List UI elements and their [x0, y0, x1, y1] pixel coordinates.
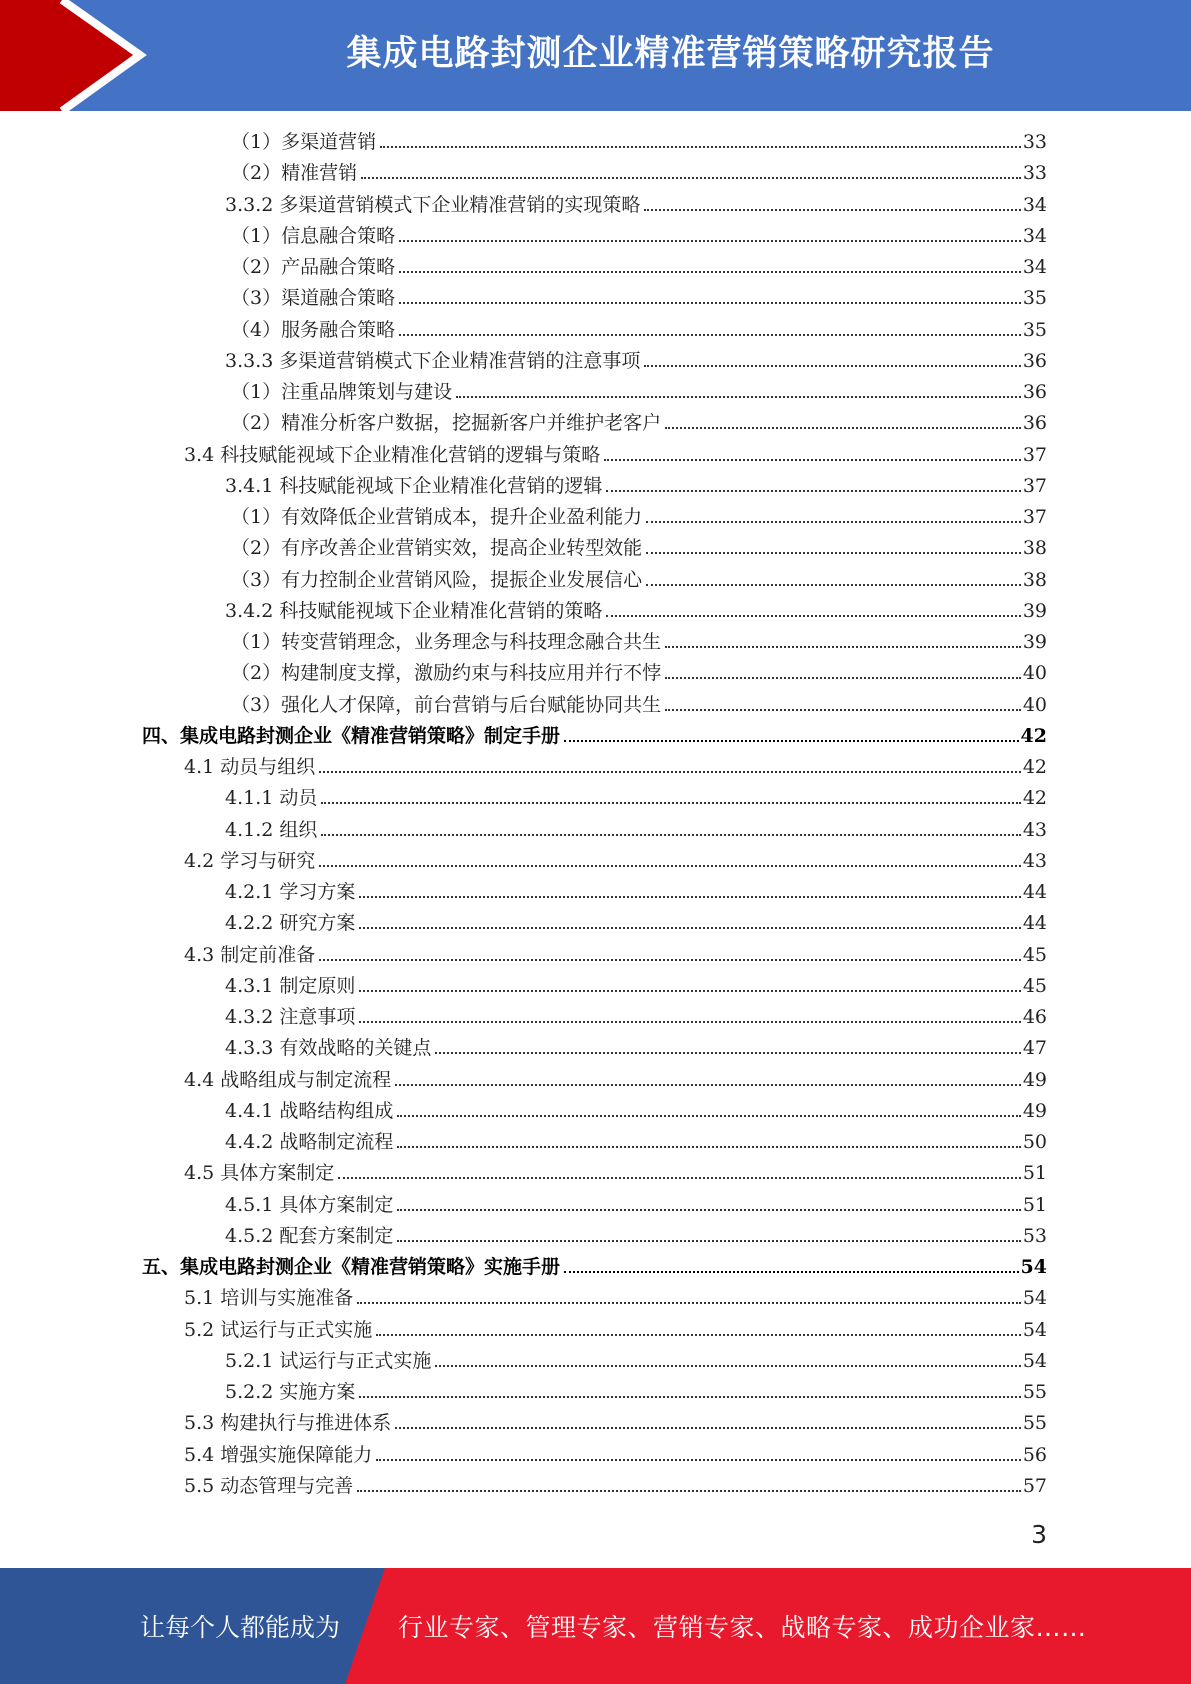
toc-entry[interactable]	[184, 1440, 1047, 1471]
toc-entry-label: 4.2 学习与研究	[184, 849, 316, 872]
toc-entry[interactable]	[225, 1096, 1047, 1127]
header-chevron-decoration	[0, 0, 160, 111]
toc-entry[interactable]	[184, 1408, 1047, 1439]
toc-entry-label: 4.3.2 注意事项	[225, 1006, 356, 1028]
toc-entry-page: 39	[1022, 599, 1047, 622]
toc-entry-label: 3.4.2 科技赋能视域下企业精准化营销的策略	[225, 599, 603, 622]
toc-entry[interactable]	[231, 252, 1047, 283]
toc-dot-leader	[665, 427, 1021, 429]
toc-entry-page: 49	[1022, 1068, 1047, 1091]
toc-entry-page: 45	[1022, 974, 1047, 997]
toc-entry[interactable]	[225, 596, 1047, 627]
toc-entry-label: （3）强化人才保障，前台营销与后台赋能协同共生	[231, 693, 662, 716]
toc-entry[interactable]	[225, 908, 1047, 939]
toc-entry[interactable]	[225, 877, 1047, 908]
toc-entry-label: 5.2.1 试运行与正式实施	[225, 1349, 432, 1372]
toc-entry-label: （1）有效降低企业营销成本，提升企业盈利能力	[231, 506, 643, 528]
toc-entry-label: 4.4.1 战略结构组成	[225, 1099, 394, 1122]
toc-dot-leader	[665, 709, 1021, 711]
toc-entry-label: （1）注重品牌策划与建设	[231, 381, 453, 403]
toc-dot-leader	[395, 1427, 1021, 1429]
toc-dot-leader	[456, 396, 1021, 398]
toc-entry[interactable]	[225, 783, 1047, 814]
toc-entry-label: 4.1.1 动员	[225, 787, 318, 810]
toc-entry-page: 37	[1022, 506, 1047, 528]
toc-entry-label: 4.5.2 配套方案制定	[225, 1224, 394, 1247]
toc-dot-leader	[359, 896, 1020, 898]
toc-entry-page: 54	[1020, 1256, 1047, 1278]
toc-entry[interactable]	[231, 658, 1047, 689]
toc-dot-leader	[319, 771, 1021, 773]
toc-entry[interactable]	[231, 283, 1047, 314]
toc-dot-leader	[319, 865, 1021, 867]
toc-entry-label: 5.2.2 实施方案	[225, 1381, 356, 1403]
toc-dot-leader	[435, 1052, 1020, 1054]
red-chevron-shape	[0, 0, 140, 111]
toc-entry-label: （4）服务融合策略	[231, 318, 396, 341]
toc-entry-page: 42	[1022, 756, 1047, 778]
document-title: 集成电路封测企业精准营销策略研究报告	[346, 34, 995, 74]
toc-dot-leader	[359, 1021, 1020, 1023]
toc-entry[interactable]	[225, 815, 1047, 846]
toc-entry-page: 54	[1022, 1349, 1047, 1372]
toc-dot-leader	[604, 459, 1021, 461]
toc-entry[interactable]	[225, 1190, 1047, 1221]
toc-entry-label: 5.4 增强实施保障能力	[184, 1443, 373, 1466]
toc-entry[interactable]	[184, 846, 1047, 877]
toc-entry-page: 34	[1022, 193, 1047, 216]
toc-entry-label: 4.2.2 研究方案	[225, 912, 356, 935]
toc-entry-label: 4.3 制定前准备	[184, 943, 316, 966]
footer-slogan-left: 让每个人都能成为	[140, 1613, 341, 1642]
toc-entry-label: 5.1 培训与实施准备	[184, 1287, 354, 1310]
toc-entry-page: 42	[1020, 724, 1047, 747]
toc-dot-leader	[644, 209, 1020, 211]
toc-entry-page: 43	[1022, 849, 1047, 872]
toc-entry-label: 5.5 动态管理与完善	[184, 1474, 354, 1497]
toc-dot-leader	[321, 834, 1020, 836]
toc-entry-page: 55	[1022, 1381, 1047, 1403]
toc-entry[interactable]	[231, 408, 1047, 439]
toc-entry-page: 51	[1022, 1193, 1047, 1216]
toc-dot-leader	[665, 677, 1021, 679]
toc-entry-page: 54	[1022, 1318, 1047, 1341]
toc-entry-label: （2）产品融合策略	[231, 256, 396, 278]
toc-dot-leader	[359, 1396, 1020, 1398]
toc-entry-page: 33	[1022, 162, 1047, 185]
toc-entry[interactable]	[231, 315, 1047, 346]
toc-entry-page: 57	[1022, 1474, 1047, 1497]
page-number: 3	[1031, 1520, 1047, 1549]
toc-entry-label: （1）多渠道营销	[231, 131, 377, 153]
toc-entry[interactable]	[225, 1221, 1047, 1252]
toc-entry[interactable]	[184, 1315, 1047, 1346]
toc-entry[interactable]	[184, 752, 1047, 783]
toc-dot-leader	[397, 1115, 1020, 1117]
toc-entry[interactable]	[225, 1002, 1047, 1033]
toc-entry[interactable]	[184, 1471, 1047, 1502]
toc-dot-leader	[665, 646, 1021, 648]
toc-entry-page: 39	[1022, 631, 1047, 653]
toc-entry[interactable]	[184, 940, 1047, 971]
toc-entry-label: 3.4 科技赋能视域下企业精准化营销的逻辑与策略	[184, 443, 601, 466]
toc-dot-leader	[397, 1146, 1020, 1148]
toc-dot-leader	[646, 584, 1021, 586]
toc-entry[interactable]	[225, 1346, 1047, 1377]
toc-entry-label: （2）构建制度支撑，激励约束与科技应用并行不悖	[231, 662, 662, 685]
toc-dot-leader	[357, 1302, 1021, 1304]
toc-dot-leader	[606, 490, 1020, 492]
toc-entry[interactable]	[231, 502, 1047, 533]
toc-entry-label: 五、集成电路封测企业《精准营销策略》实施手册	[142, 1256, 561, 1278]
toc-entry-page: 36	[1022, 381, 1047, 403]
toc-entry-page: 38	[1022, 568, 1047, 591]
toc-entry-label: 4.4.2 战略制定流程	[225, 1131, 394, 1153]
toc-entry-page: 34	[1022, 224, 1047, 247]
toc-entry-label: （2）精准营销	[231, 162, 358, 185]
toc-entry-label: 4.4 战略组成与制定流程	[184, 1068, 392, 1091]
toc-entry[interactable]	[184, 440, 1047, 471]
toc-entry[interactable]	[231, 690, 1047, 721]
toc-entry[interactable]	[184, 1283, 1047, 1314]
toc-entry-label: 4.3.3 有效战略的关键点	[225, 1037, 432, 1060]
toc-dot-leader	[376, 1459, 1021, 1461]
toc-dot-leader	[606, 615, 1020, 617]
toc-entry-label: （3）渠道融合策略	[231, 287, 396, 310]
toc-entry-label: （1）转变营销理念，业务理念与科技理念融合共生	[231, 631, 662, 653]
toc-entry-label: 3.3.3 多渠道营销模式下企业精准营销的注意事项	[225, 349, 641, 372]
toc-entry-page: 33	[1022, 131, 1047, 153]
toc-dot-leader	[319, 959, 1021, 961]
toc-dot-leader	[399, 302, 1021, 304]
toc-entry-page: 42	[1022, 787, 1047, 810]
toc-entry-label: （1）信息融合策略	[231, 224, 396, 247]
toc-entry-page: 44	[1022, 881, 1047, 903]
toc-entry-page: 45	[1022, 943, 1047, 966]
toc-entry-label: 四、集成电路封测企业《精准营销策略》制定手册	[142, 724, 561, 747]
toc-dot-leader	[380, 146, 1021, 148]
toc-entry[interactable]	[225, 346, 1047, 377]
toc-entry-label: 5.2 试运行与正式实施	[184, 1318, 373, 1341]
toc-entry[interactable]	[231, 377, 1047, 408]
toc-entry[interactable]	[184, 1065, 1047, 1096]
toc-dot-leader	[564, 740, 1019, 742]
toc-dot-leader	[361, 177, 1021, 179]
toc-dot-leader	[359, 990, 1020, 992]
toc-entry-page: 40	[1022, 662, 1047, 685]
toc-entry-page: 36	[1022, 349, 1047, 372]
page-header	[0, 0, 1191, 111]
toc-dot-leader	[435, 1365, 1020, 1367]
page-footer	[0, 1568, 1191, 1684]
toc-entry[interactable]	[225, 471, 1047, 502]
toc-entry-page: 38	[1022, 537, 1047, 560]
toc-dot-leader	[397, 1240, 1020, 1242]
toc-dot-leader	[644, 365, 1020, 367]
toc-dot-leader	[646, 552, 1021, 554]
toc-entry-page: 43	[1022, 818, 1047, 841]
toc-dot-leader	[397, 1209, 1020, 1211]
toc-entry-label: 4.5 具体方案制定	[184, 1162, 335, 1185]
toc-entry-label: 4.3.1 制定原则	[225, 974, 356, 997]
toc-dot-leader	[357, 1490, 1021, 1492]
toc-entry-label: （2）有序改善企业营销实效，提高企业转型效能	[231, 537, 643, 560]
toc-entry-label: 4.2.1 学习方案	[225, 881, 356, 903]
toc-dot-leader	[399, 271, 1021, 273]
toc-entry-page: 50	[1022, 1131, 1047, 1153]
toc-entry-page: 47	[1022, 1037, 1047, 1060]
toc-entry-label: 4.1.2 组织	[225, 818, 318, 841]
toc-entry[interactable]	[225, 190, 1047, 221]
toc-entry-page: 35	[1022, 318, 1047, 341]
toc-entry[interactable]	[231, 127, 1047, 158]
toc-entry-page: 46	[1022, 1006, 1047, 1028]
toc-dot-leader	[321, 802, 1020, 804]
toc-entry[interactable]	[231, 221, 1047, 252]
toc-dot-leader	[395, 1084, 1021, 1086]
toc-entry-page: 37	[1022, 443, 1047, 466]
toc-entry-label: 4.5.1 具体方案制定	[225, 1193, 394, 1216]
toc-dot-leader	[399, 240, 1021, 242]
toc-entry[interactable]	[225, 971, 1047, 1002]
toc-entry-page: 44	[1022, 912, 1047, 935]
toc-entry-label: 5.3 构建执行与推进体系	[184, 1412, 392, 1435]
toc-entry-label: 4.1 动员与组织	[184, 756, 316, 778]
toc-entry[interactable]	[231, 627, 1047, 658]
toc-entry[interactable]	[231, 533, 1047, 564]
toc-entry[interactable]	[225, 1127, 1047, 1158]
toc-dot-leader	[376, 1334, 1021, 1336]
toc-entry-page: 34	[1022, 256, 1047, 278]
toc-entry-page: 37	[1022, 474, 1047, 497]
toc-entry-page: 55	[1022, 1412, 1047, 1435]
toc-entry-label: （3）有力控制企业营销风险，提振企业发展信心	[231, 568, 643, 591]
toc-entry-page: 54	[1022, 1287, 1047, 1310]
toc-dot-leader	[399, 334, 1021, 336]
toc-entry[interactable]	[184, 1158, 1047, 1189]
toc-dot-leader	[646, 521, 1021, 523]
toc-entry-page: 40	[1022, 693, 1047, 716]
toc-entry-page: 56	[1022, 1443, 1047, 1466]
toc-entry[interactable]	[225, 1377, 1047, 1408]
toc-entry-label: 3.4.1 科技赋能视域下企业精准化营销的逻辑	[225, 474, 603, 497]
toc-entry[interactable]	[225, 1033, 1047, 1064]
toc-entry[interactable]	[142, 1252, 1047, 1283]
toc-entry-label: （2）精准分析客户数据，挖掘新客户并维护老客户	[231, 412, 662, 435]
toc-entry-page: 49	[1022, 1099, 1047, 1122]
toc-dot-leader	[338, 1177, 1021, 1179]
toc-entry-label: 3.3.2 多渠道营销模式下企业精准营销的实现策略	[225, 193, 641, 216]
toc-entry[interactable]	[231, 565, 1047, 596]
toc-entry-page: 51	[1022, 1162, 1047, 1185]
toc-entry-page: 53	[1022, 1224, 1047, 1247]
toc-dot-leader	[359, 927, 1020, 929]
toc-entry-page: 36	[1022, 412, 1047, 435]
toc-entry[interactable]	[231, 158, 1047, 189]
footer-slogan-right: 行业专家、管理专家、营销专家、战略专家、成功企业家……	[398, 1613, 1087, 1642]
toc-entry-page: 35	[1022, 287, 1047, 310]
toc-entry[interactable]	[142, 721, 1047, 752]
toc-dot-leader	[564, 1271, 1019, 1273]
